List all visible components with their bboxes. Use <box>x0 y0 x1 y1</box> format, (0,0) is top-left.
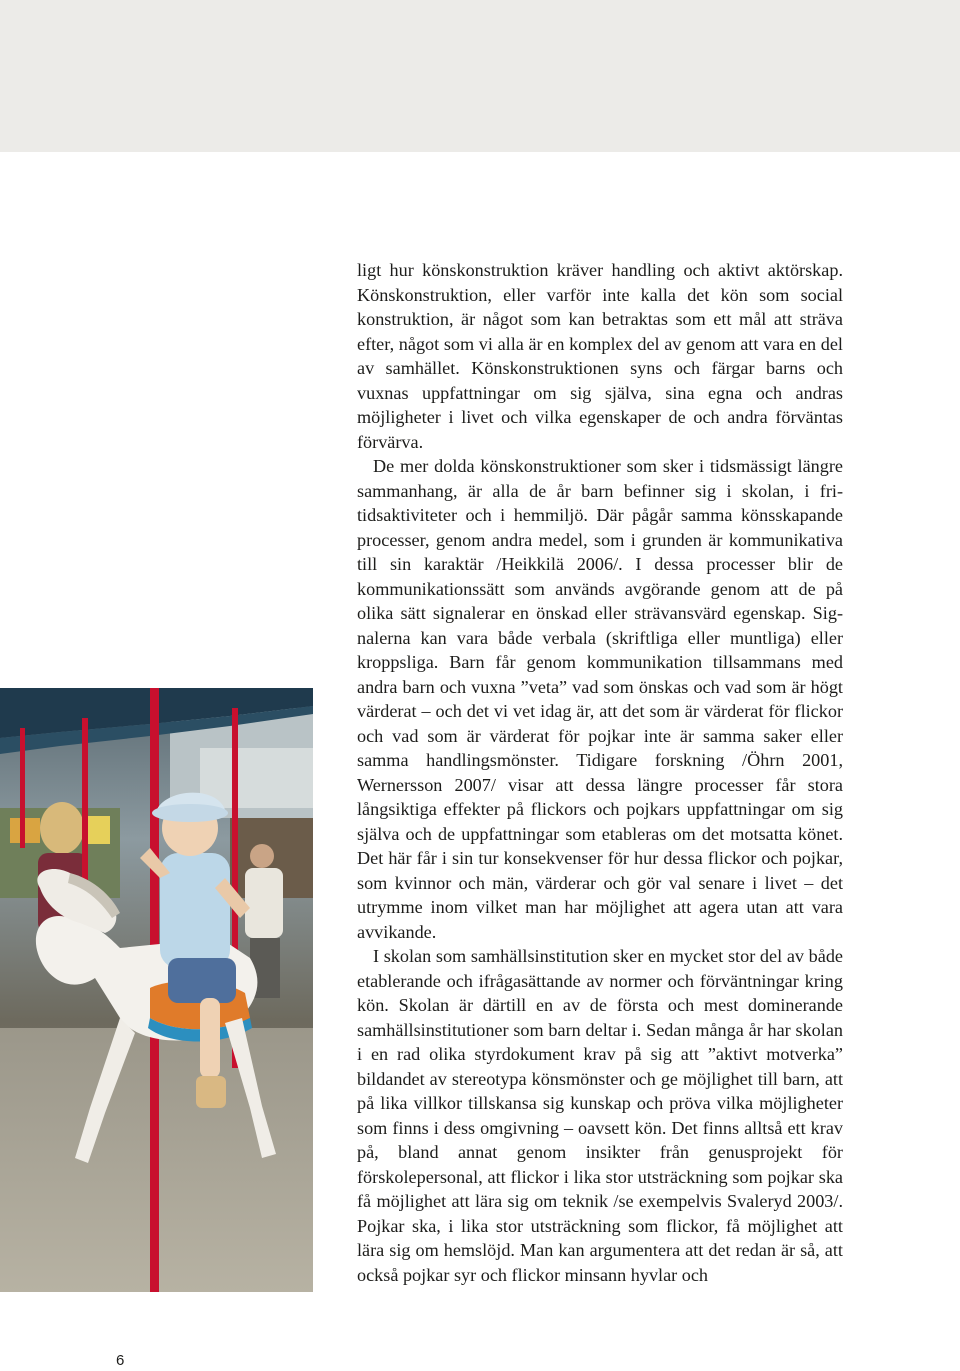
article-body <box>357 258 843 1287</box>
paragraph-3: I skolan som samhällsinstitution sker en mycket stor del av både etablerande och ifrågasättande av normer och förväntningar kring kön. Skolan är därtill en av de första och mest dominerande samhällsinstitutioner som barn deltar i. Sedan många år har skolan i en rad olika styrdokument krav på sig att ”aktivt motverka” bildandet av stereotypa könsmönster och ge möjlighet till barn, att på lika villkor tillskansa sig kunskap och pröva vilka möjligheter som finns i dess omgivning – oavsett kön. Det finns alltså ett krav på, bland annat genom insikter från genusprojekt för förskolepersonal, att flickor i lika stor utsträckning som pojkar ska få möjlighet att lära sig om teknik /se exempelvis Svaleryd 2003/. Pojkar ska, i lika stor utsträckning som flickor, få möjlighet att lära sig om hemslöjd. Man kan argumentera att det redan är så, att också pojkar syr och flickor minsann hyvlar och <box>357 946 843 1285</box>
paragraph-2: De mer dolda könskonstruktioner som sker i tidsmässigt längre sammanhang, är alla de år barn befinner sig i skolan, i fritidsaktiviteter och i hemmiljö. Där pågår samma könsskapande processer, genom andra medel, som i grunden är kommunikativa till sin karaktär /Heikkilä 2006/. I dessa processer blir de kommunikationssätt som används avgörande genom att de på olika sätt signalerar en önskad eller strävansvärd egenskap. Signalerna kan vara både verbala (skriftliga eller muntliga) eller kroppsliga. Barn får genom kommunikation tillsammans med andra barn och vuxna ”veta” vad som önskas och vad som är högt värderat – och det vi vet idag är, att det som är värderat för flickor och vad som är värderat för pojkar inte är samma saker eller samma handlingsmönster. Tidigare forskning /Öhrn 2001, Wernersson 2007/ visar att dessa längre processer får stora långsiktiga effekter på flickors och pojkars uppfattningar om sig själva och de uppfattningar som etableras om det motsatta könet. Det här får i sin tur konsekvenser för hur dessa flickor och pojkar, som kvinnor och män, värderar och gör val senare i livet – det utrymme inom vilket man har möjlighet att agera utan att vara avvikande. <box>357 456 843 942</box>
header-band <box>0 0 960 152</box>
carousel-photo <box>0 688 313 1292</box>
paragraph-1: ligt hur könskonstruktion kräver handling och aktivt aktörskap. Könskonstruktion, eller varför inte kalla det kön som social konstruktion, är något som kan betraktas som ett mål att sträva efter, något som vi alla är en komplex del av genom att vara en del av samhället. Könskonstruktionen syns och färgar barns och vuxnas uppfattningar om sig själva, sina egna och andras möjligheter i livet och vilka egenskaper de och andra förväntas förvärva. <box>357 260 843 452</box>
page-number: 6 <box>116 1352 125 1369</box>
